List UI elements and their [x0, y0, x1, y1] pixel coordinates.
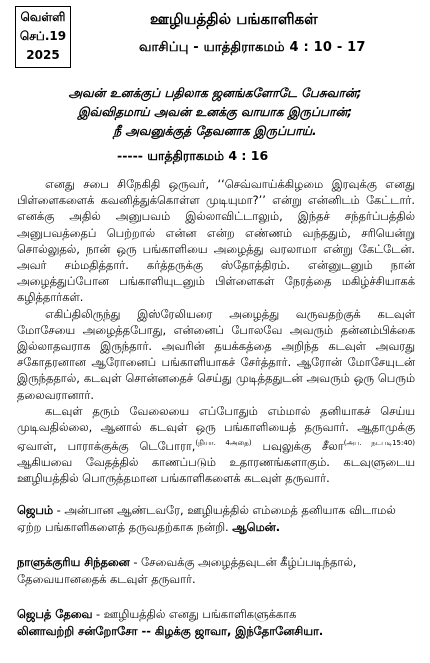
devotional-body	[17, 176, 415, 487]
author-line: லினாவற்றி சன்றோசோ -- கிழக்கு ஜாவா, இந்தோனேசியா.	[17, 624, 324, 638]
prayer-need-label: ஜெபத் தேவை	[17, 607, 93, 621]
body-paragraph	[17, 403, 415, 487]
scripture-tag: (அப. நடபடி15:40)	[343, 439, 415, 448]
verse-reference: ----- யாத்திராகமம் 4 : 16	[117, 148, 269, 163]
prayer-amen: ஆமென்.	[232, 520, 281, 534]
prayer-text: - அன்பான ஆண்டவரே, ஊழியத்தில் எம்மைத் தனியாக விடாமல் ஏற்ற பங்காளிகளைத் தருவதற்காக நன்றி.	[17, 503, 396, 534]
date-box	[15, 6, 71, 68]
page-title: ஊழியத்தில் பங்காளிகள்	[150, 10, 318, 28]
reading-reference: வாசிப்பு - யாத்திராகமம் 4 : 10 - 17	[139, 40, 366, 55]
thought-label: நாளுக்குரிய சிந்தனை	[17, 555, 130, 569]
verse-line: நீ அவனுக்குத் தேவனாக இருப்பாய்.	[113, 124, 317, 138]
date-day: வெள்ளி	[20, 10, 66, 24]
paragraph-text: கடவுள் தரும் வேலையை எப்போதும் எம்மால் தனியாகச் செய்ய முடிவதில்லை, ஆனால் கடவுள் ஒரு பங்காளியைத் தருவார். ஆதாமுக்கு ஏவாள், பாராக்குக்கு டெபோரா,	[17, 403, 415, 454]
body-paragraph: எனது சபை சிநேகிதி ஒருவர், ‘‘செவ்வாய்க்கிழமை இரவுக்கு எனது பிள்ளைகளைக் கவனித்துக்கொள்ள முடியுமா?’’ என்று என்னிடம் கேட்டார். எனக்கு அதில் அனுபவம் இல்லாவிட்டாலும், இந்தச் சந்தர்ப்பத்தில் அனுபவத்தைப் பெற்றால் என்ன என்ற எண்ணம் வந்ததும், சரியென்று சொல்லுதல், நான் ஒரு பங்காளியை அழைத்து வரலாமா என்று கேட்டேன். அவர் சம்மதித்தார். கர்த்தருக்கு ஸ்தோத்திரம். என்னுடனும் நான் அழைத்துப்போன பங்காளியுடனும் பிள்ளைகள் நேரத்தை மகிழ்ச்சியாகக் கழித்தார்கள்.	[17, 177, 415, 305]
thought-section	[17, 554, 415, 588]
prayer-label: ஜெபம்	[17, 503, 54, 517]
paragraph-text: ஆகியவை வேதத்தில் காணப்படும் உதாரணங்களாகும். கடவுளுடைய ஊழியத்தில் பொருத்தமான பங்காளிகளைக் கடவுள் தருவார்.	[17, 455, 415, 486]
prayer-need-text: - ஊழியத்தில் எனது பங்காளிகளுக்காக	[92, 607, 297, 621]
date-year: 2025	[26, 48, 60, 62]
verse-line: அவன் உனக்குப் பதிலாக ஜனங்களோடே பேசுவான்;	[68, 86, 362, 100]
prayer-need-section	[17, 606, 415, 640]
body-paragraph: எகிப்திலிருந்து இஸ்ரேலியரை அழைத்து வருவதற்குக் கடவுள் மோசேயை அழைத்தபோது, என்னைப் போலவே அவரும் தன்னம்பிக்கை இல்லாதவராக இருந்தார். அவரின் தயக்கத்தை அறிந்த கடவுள் அவரது சகோதரனான ஆரோனைப் பங்காளியாகச் சேர்த்தார். ஆரோன் மோசேயுடன் இருந்ததால், கடவுள் சொன்னதைச் செய்து முடித்ததுடன் அவரும் ஒரு பெரும் தலைவரானார்.	[17, 306, 415, 402]
date-date: செப்.19	[19, 29, 67, 43]
verse-line: இவ்விதமாய் அவன் உனக்கு வாயாக இருப்பான்;	[77, 105, 353, 119]
scripture-tag: (நியா. 4அதை)	[195, 439, 252, 448]
thought-text: - சேவைக்கு அழைத்தவுடன் கீழ்ப்படிந்தால், தேவையானதைக் கடவுள் தருவார்.	[17, 555, 357, 586]
paragraph-text: பவுலுக்கு சீலா	[251, 439, 344, 454]
key-verse	[0, 84, 430, 141]
prayer-section	[17, 502, 415, 536]
